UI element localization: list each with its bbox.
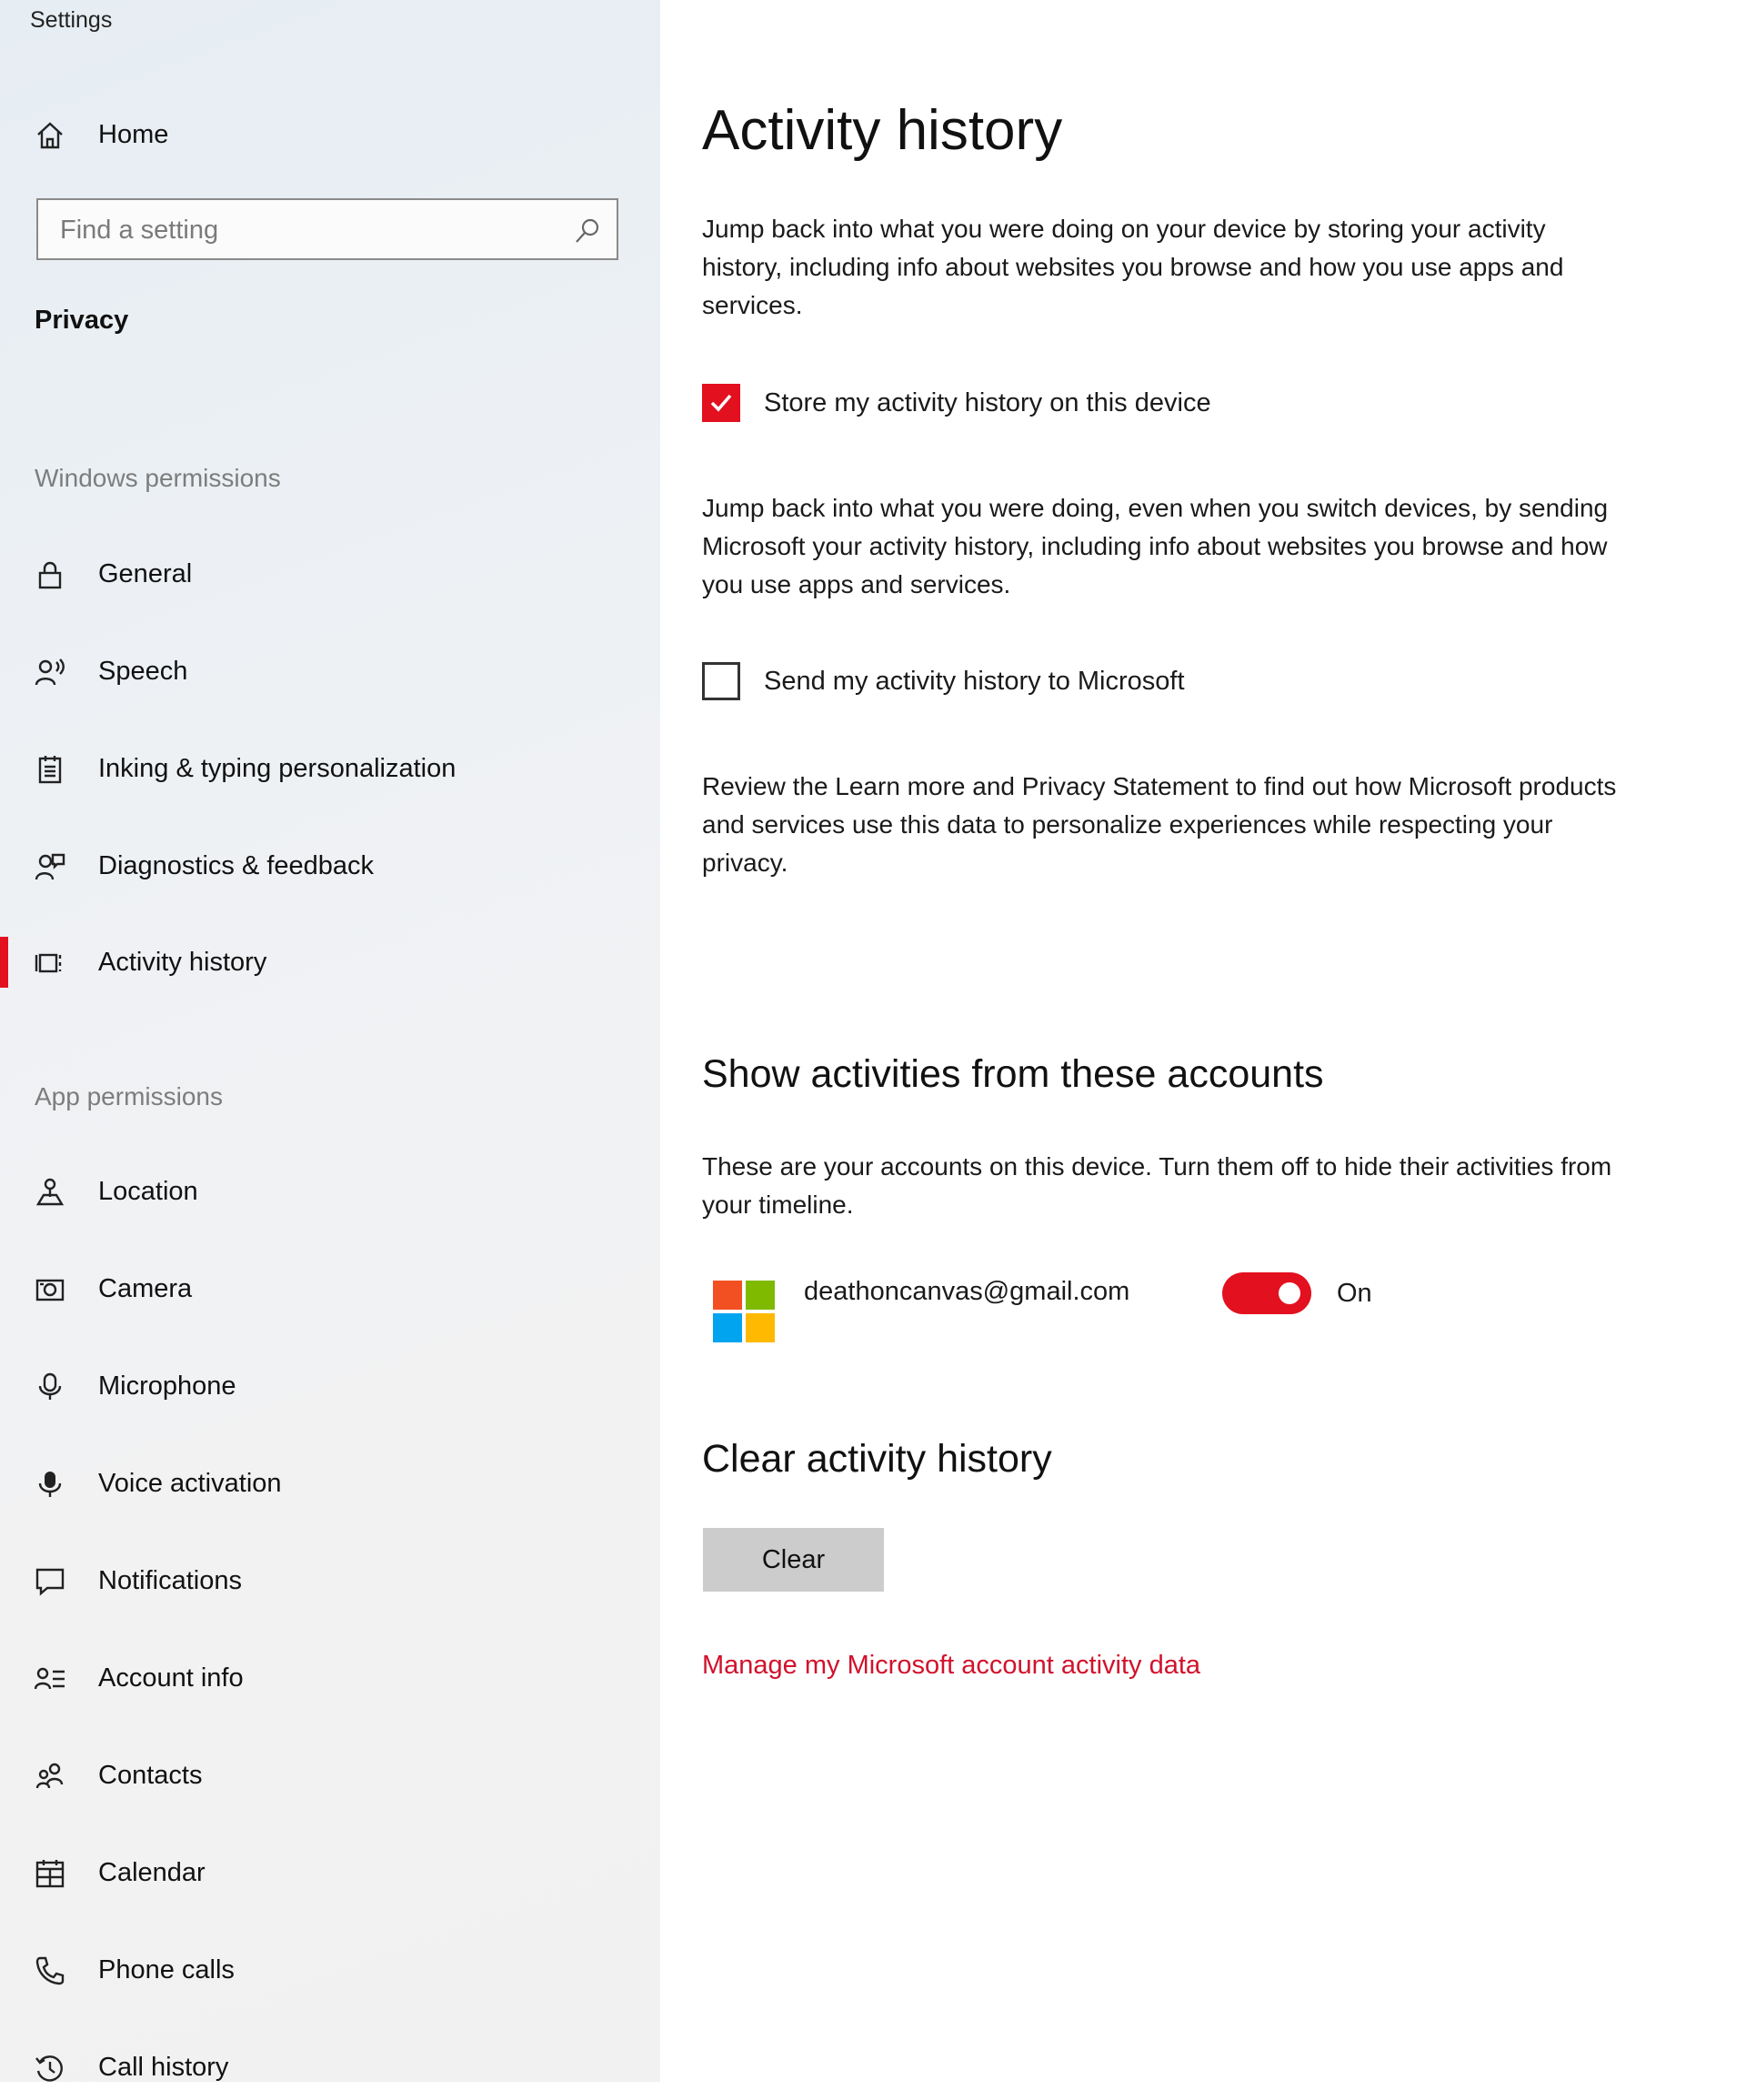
- notifications-icon: [35, 1566, 65, 1597]
- sidebar: [0, 0, 660, 2082]
- voice-activation-icon: [35, 1469, 65, 1500]
- sidebar-item-label: Call history: [98, 2052, 229, 2082]
- manage-activity-data-link[interactable]: Manage my Microsoft account activity data: [702, 1651, 1201, 1680]
- speech-icon: [35, 657, 65, 688]
- home-icon: [35, 120, 65, 151]
- account-toggle-label: On: [1337, 1279, 1372, 1308]
- sidebar-item-label: Contacts: [98, 1760, 203, 1790]
- phone-icon: [35, 1955, 65, 1986]
- review-privacy-text: Review the Learn more and Privacy Statement to find out how Microsoft products and services use this data to personalize experiences while respecting your privacy.: [702, 772, 1617, 877]
- account-info-icon: [35, 1663, 65, 1694]
- sidebar-item-label: Notifications: [98, 1565, 242, 1595]
- search-icon[interactable]: [573, 216, 602, 246]
- intro-text: Jump back into what you were doing on your device by storing your activity history, including info about websites you browse and how you use apps and services.: [702, 215, 1564, 319]
- clear-button[interactable]: Clear: [703, 1528, 884, 1592]
- store-activity-checkbox[interactable]: [702, 384, 740, 422]
- sidebar-item-general[interactable]: [0, 541, 660, 607]
- sidebar-item-label: Voice activation: [98, 1468, 282, 1498]
- checkmark-icon: [707, 389, 735, 417]
- store-activity-label: Store my activity history on this device: [764, 387, 1211, 417]
- location-icon: [35, 1177, 65, 1208]
- app-title: Settings: [30, 7, 113, 33]
- call-history-icon: [35, 2053, 65, 2084]
- search-box[interactable]: [36, 198, 618, 260]
- sidebar-item-label: Diagnostics & feedback: [98, 850, 375, 880]
- diagnostics-icon: [35, 851, 65, 882]
- sidebar-item-account-info[interactable]: [0, 1645, 660, 1711]
- store-activity-checkbox-row[interactable]: [702, 380, 1211, 426]
- search-input[interactable]: [58, 209, 571, 251]
- microphone-icon: [35, 1372, 65, 1402]
- group-heading-windows-permissions: Windows permissions: [35, 464, 281, 492]
- camera-icon: [35, 1274, 65, 1305]
- sidebar-item-camera[interactable]: [0, 1256, 660, 1321]
- sidebar-item-label: Phone calls: [98, 1954, 235, 1984]
- accounts-section-title: Show activities from these accounts: [702, 1052, 1324, 1096]
- sidebar-item-location[interactable]: [0, 1159, 660, 1224]
- account-email: deathoncanvas@gmail.com: [804, 1277, 1130, 1306]
- sidebar-item-label: Account info: [98, 1663, 244, 1693]
- contacts-icon: [35, 1761, 65, 1792]
- sidebar-item-label: Speech: [98, 656, 188, 686]
- send-activity-checkbox-row[interactable]: [702, 658, 1185, 704]
- sidebar-item-label: Camera: [98, 1273, 193, 1303]
- calendar-icon: [35, 1858, 65, 1889]
- lock-icon: [35, 559, 65, 590]
- sidebar-item-label: Activity history: [98, 947, 267, 977]
- sidebar-item-activity-history[interactable]: [0, 929, 660, 995]
- activity-history-icon: [35, 948, 65, 979]
- inking-icon: [35, 754, 65, 785]
- accounts-description: These are your accounts on this device. Turn them off to hide their activities from your timeline.: [702, 1152, 1612, 1219]
- sidebar-item-voice-activation[interactable]: [0, 1451, 660, 1516]
- sidebar-item-label: Location: [98, 1176, 198, 1206]
- sidebar-item-diagnostics-feedback[interactable]: [0, 833, 660, 899]
- sidebar-item-phone-calls[interactable]: [0, 1937, 660, 2003]
- section-title: Privacy: [35, 306, 129, 335]
- toggle-knob: [1279, 1282, 1300, 1304]
- sidebar-item-label: Microphone: [98, 1371, 236, 1401]
- clear-section-title: Clear activity history: [702, 1437, 1052, 1481]
- sidebar-item-notifications[interactable]: [0, 1548, 660, 1613]
- sidebar-item-label: General: [98, 558, 193, 588]
- sidebar-item-home[interactable]: [0, 102, 660, 167]
- send-activity-label: Send my activity history to Microsoft: [764, 666, 1185, 696]
- sidebar-item-speech[interactable]: [0, 638, 660, 704]
- send-activity-checkbox[interactable]: [702, 662, 740, 700]
- sidebar-item-call-history[interactable]: [0, 2035, 660, 2100]
- sidebar-item-label: Inking & typing personalization: [98, 753, 457, 783]
- send-intro-text: Jump back into what you were doing, even when you switch devices, by sending Microsoft your activity history, including info about websites you browse and how you use apps and services.: [702, 494, 1609, 598]
- account-toggle[interactable]: [1222, 1272, 1311, 1314]
- sidebar-item-contacts[interactable]: [0, 1743, 660, 1808]
- group-heading-app-permissions: App permissions: [35, 1082, 223, 1110]
- sidebar-item-microphone[interactable]: [0, 1353, 660, 1419]
- sidebar-item-label: Calendar: [98, 1857, 206, 1887]
- sidebar-item-inking-typing[interactable]: [0, 736, 660, 801]
- sidebar-item-label: Home: [98, 119, 169, 149]
- sidebar-item-calendar[interactable]: [0, 1840, 660, 1905]
- microsoft-logo-icon: [713, 1281, 775, 1342]
- page-title: Activity history: [702, 99, 1063, 162]
